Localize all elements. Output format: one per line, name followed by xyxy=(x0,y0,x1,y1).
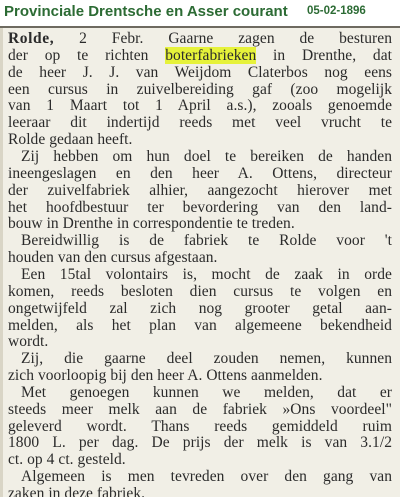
line-text: melden, als het plan van algemeene bekendheid xyxy=(8,316,392,334)
line-text: een cursus in zuivelbereiding gaf (zoo mogelijk xyxy=(8,80,392,98)
article-line xyxy=(21,351,392,367)
line-text: leeraar dit indertijd reeds met veel vrucht te xyxy=(8,114,392,132)
newspaper-title: Provinciale Drentsche en Asser courant xyxy=(4,3,288,20)
article-line xyxy=(8,166,392,182)
article-line xyxy=(21,149,392,165)
article-line xyxy=(8,216,295,232)
article-line xyxy=(8,183,392,199)
article-line xyxy=(21,385,392,401)
article-line xyxy=(8,486,145,497)
article-line xyxy=(8,435,392,451)
line-text: 1800 L. per dag. De prijs der melk is van 3.1/2 xyxy=(8,434,392,452)
article-line xyxy=(8,65,392,81)
line-text: steeds meer melk aan de fabriek »Ons voordeel" xyxy=(8,400,392,418)
line-text: Zij, die gaarne deel zouden nemen, kunnen xyxy=(21,350,392,368)
line-text: geleverd wordt. Thans reeds gemiddeld ruim xyxy=(8,417,392,435)
article-line xyxy=(8,402,392,418)
line-text: de heer J. J. van Weijdom Claterbos nog eens xyxy=(8,63,392,81)
line-text: wordt. xyxy=(8,333,49,351)
line-text: bouw in Drenthe in correspondentie te treden. xyxy=(8,215,295,233)
article-line xyxy=(8,115,392,131)
article-line xyxy=(8,452,126,468)
scan-edge xyxy=(0,28,3,497)
article-line xyxy=(8,318,392,334)
article-line xyxy=(21,233,392,249)
top-rule xyxy=(0,26,400,28)
article-line xyxy=(21,267,392,283)
article-line xyxy=(8,419,392,435)
article-line xyxy=(8,98,392,114)
line-text: der op te richten xyxy=(8,46,166,64)
publication-date: 05-02-1896 xyxy=(307,5,366,17)
line-text: Zij hebben om hun doel te bereiken de handen xyxy=(21,148,392,165)
article-line xyxy=(8,250,218,266)
article-line xyxy=(8,48,392,64)
line-text: zich voorloopig bij den heer A. Ottens aanmelden. xyxy=(8,367,323,384)
article-line xyxy=(8,334,48,350)
article-line xyxy=(8,82,392,98)
line-text: Met genoegen kunnen we melden, dat er xyxy=(21,383,392,401)
line-text: Algemeen is men tevreden over den gang van xyxy=(21,468,392,486)
article-line xyxy=(21,469,392,485)
article-line xyxy=(8,31,392,47)
dateline-place: Rolde, xyxy=(8,30,55,47)
article-clipping xyxy=(0,26,400,497)
line-text: der zuivelfabriek alhier, aangezocht hierover met xyxy=(8,181,392,199)
line-text: van 1 Maart tot 1 April a.s.), zooals genoemde xyxy=(8,97,392,115)
line-text: ineengeslagen en den heer A. Ottens, directeur xyxy=(8,164,392,182)
line-text: 2 Febr. Gaarne zagen de besturen xyxy=(54,30,392,47)
article-line xyxy=(8,132,132,148)
article-line xyxy=(8,200,392,216)
line-text: zaken in deze fabriek. xyxy=(8,485,146,497)
line-text: ct. op 4 ct. gesteld. xyxy=(8,451,126,469)
line-text: houden van den cursus afgestaan. xyxy=(8,249,218,267)
line-text: komen, reeds besloten dien cursus te volgen en xyxy=(8,282,392,300)
article-line xyxy=(8,368,323,384)
article-line xyxy=(8,301,392,317)
line-text: ongetwijfeld zal zich nog grooter getal aan- xyxy=(8,299,392,317)
article-line xyxy=(8,284,392,300)
line-text: het hoofdbestuur ter bevordering van den land- xyxy=(8,198,392,216)
line-text: in Drenthe, dat xyxy=(256,46,392,64)
line-text: Bereidwillig is de fabriek te Rolde voor 't xyxy=(21,232,392,250)
line-text: Een 15tal volontairs is, mocht de zaak in orde xyxy=(21,265,392,283)
search-highlight: boterfabrieken xyxy=(165,46,257,64)
line-text: Rolde gedaan heeft. xyxy=(8,131,133,149)
newspaper-header xyxy=(0,0,400,26)
